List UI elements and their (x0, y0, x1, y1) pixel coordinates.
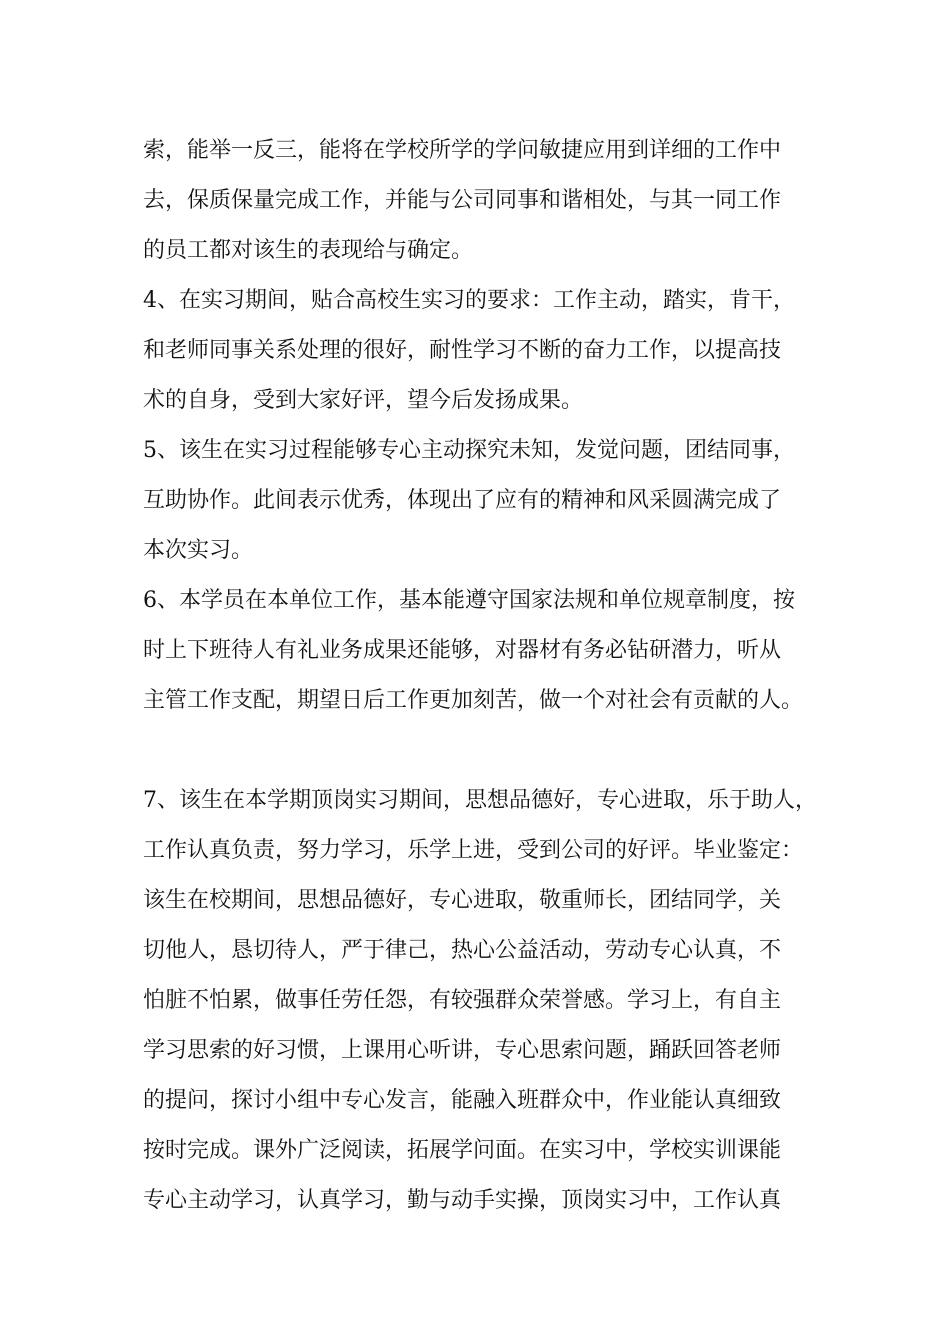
text-line: 按时完成。课外广泛阅读，拓展学问面。在实习中，学校实训课能 (143, 1138, 782, 1163)
text-line: 的提问，探讨小组中专心发言，能融入班群众中，作业能认真细致 (143, 1088, 782, 1113)
text-line: 去，保质保量完成工作，并能与公司同事和谐相处，与其一同工作 (143, 188, 782, 213)
text-line: 的员工都对该生的表现给与确定。 (143, 238, 474, 263)
text-line: 该生在校期间，思想品德好，专心进取，敬重师长，团结同学，关 (143, 888, 782, 913)
text-line: 学习思索的好习惯，上课用心听讲，专心思索问题，踊跃回答老师 (143, 1038, 782, 1063)
text-line: 本次实习。 (143, 538, 254, 563)
text-line: 和老师同事关系处理的很好，耐性学习不断的奋力工作，以提高技 (143, 338, 782, 363)
text-line: 切他人，恳切待人，严于律己，热心公益活动，劳动专心认真，不 (143, 938, 782, 963)
text-line: 索，能举一反三，能将在学校所学的学问敏捷应用到详细的工作中 (143, 138, 782, 163)
text-line: 7、该生在本学期顶岗实习期间，思想品德好，专心进取，乐于助人， (143, 788, 817, 813)
text-line: 怕脏不怕累，做事任劳任怨，有较强群众荣誉感。学习上，有自主 (143, 988, 782, 1013)
text-line: 专心主动学习，认真学习，勤与动手实操，顶岗实习中，工作认真 (143, 1188, 782, 1213)
text-line: 4、在实习期间，贴合高校生实习的要求：工作主动，踏实，肯干， (143, 288, 795, 313)
text-line: 互助协作。此间表示优秀，体现出了应有的精神和风采圆满完成了 (143, 488, 782, 513)
text-line: 时上下班待人有礼业务成果还能够，对器材有务必钻研潜力，听从 (143, 638, 782, 663)
text-line: 5、该生在实习过程能够专心主动探究未知，发觉问题，团结同事， (143, 438, 795, 463)
text-line: 主管工作支配，期望日后工作更加刻苦，做一个对社会有贡献的人。 (143, 688, 804, 713)
text-line: 工作认真负责，努力学习，乐学上进，受到公司的好评。毕业鉴定： (143, 838, 804, 863)
text-line: 6、本学员在本单位工作，基本能遵守国家法规和单位规章制度，按 (143, 588, 795, 613)
text-line: 术的自身，受到大家好评，望今后发扬成果。 (143, 388, 584, 413)
